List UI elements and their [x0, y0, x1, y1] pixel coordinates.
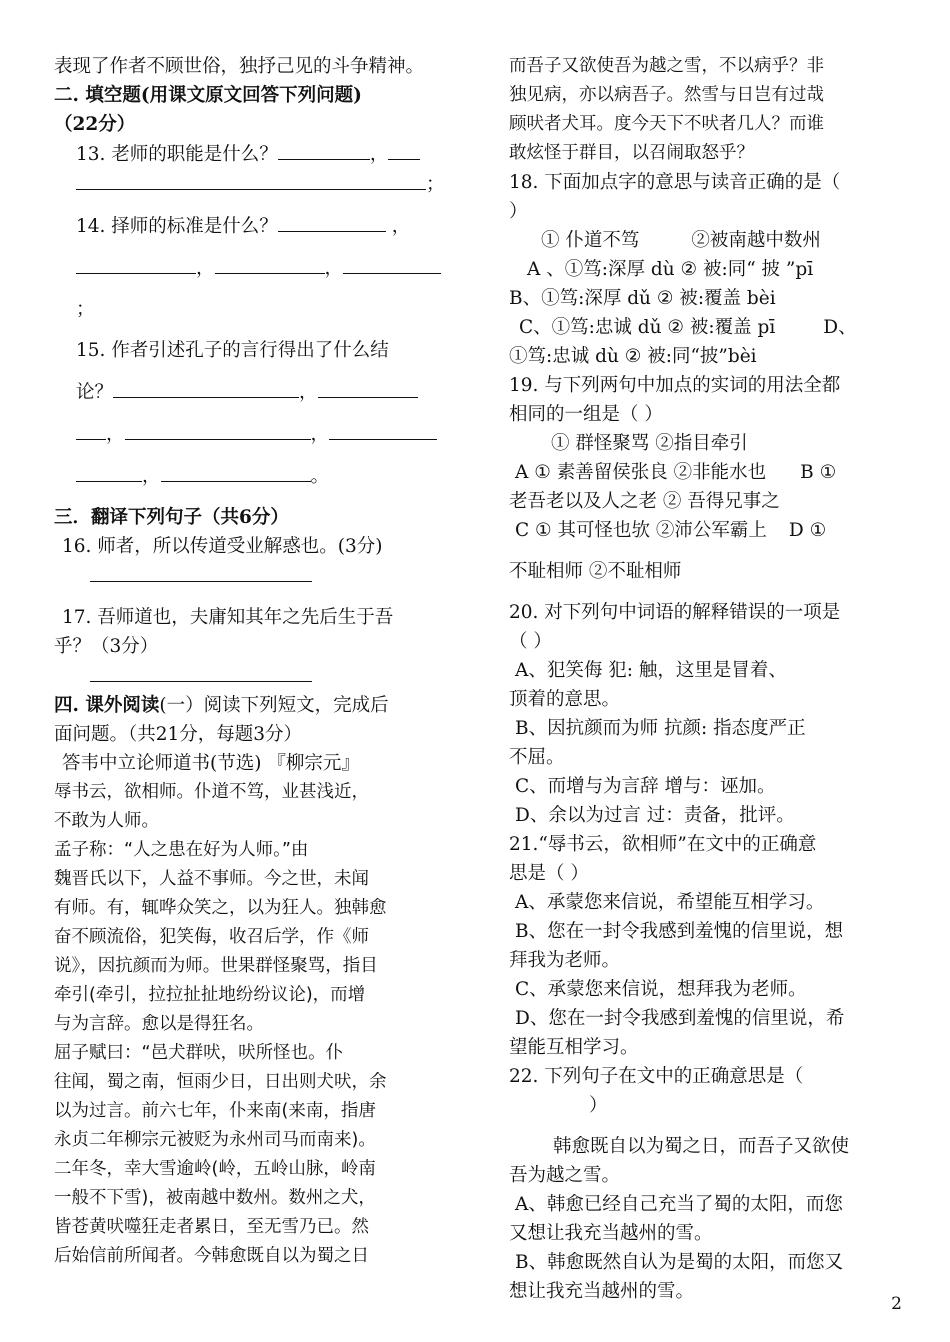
passage-line: 独见病，亦以病吾子。然雪与日岂有过哉 — [509, 85, 824, 105]
passage — [54, 778, 446, 1271]
answer-line-17[interactable] — [54, 661, 446, 691]
section-4-title-b: 面问题。（共21分，每题3分） — [54, 724, 303, 745]
passage-line: 屈子赋曰：“邑犬群吠，吠所怪也。仆 — [54, 1043, 344, 1063]
question-22-close: ） — [589, 1095, 608, 1116]
option-20-b-cont: 不屈。 — [509, 747, 565, 768]
question-15-b: 论？ ， — [54, 377, 446, 407]
option-20-d[interactable]: D、余以为过言 过：责备，批评。 — [515, 805, 795, 826]
answer-line-15b[interactable]: ， 。 — [54, 461, 446, 491]
option-18-c[interactable]: C、①笃:忠诚 dǔ ② 被:覆盖 pī D、 — [519, 317, 857, 338]
option-18-b[interactable]: B、①笃:深厚 dǔ ② 被:覆盖 bèi — [509, 288, 776, 309]
option-19-d[interactable]: 不耻相师 ②不耻相师 — [509, 561, 682, 582]
option-21-d-cont: 望能互相学习。 — [509, 1037, 639, 1058]
option-21-b-cont: 拜我为老师。 — [509, 950, 621, 971]
question-17-b: 乎？（3分） — [54, 636, 159, 657]
answer-line-13[interactable]: ； — [54, 169, 446, 199]
question-15: 15. 作者引述孔子的言行得出了什么结 — [76, 340, 389, 361]
question-14: 14. 择师的标准是什么？ ， — [54, 211, 446, 241]
answer-line-14[interactable]: ， ， — [54, 253, 446, 283]
option-21-c[interactable]: C、承蒙您来信说，想拜我为老师。 — [515, 979, 807, 1000]
question-17: 17. 吾师道也，夫庸知其年之先后生于吾 — [62, 607, 394, 628]
option-21-d[interactable]: D、您在一封令我感到羞愧的信里说，希 — [515, 1008, 845, 1029]
section-2-title: 二. 填空题(用课文原文回答下列问题) — [54, 85, 362, 106]
option-22-b[interactable]: B、韩愈既然自认为是蜀的太阳，而您又 — [515, 1252, 844, 1273]
option-18-d-label: D、 — [823, 317, 857, 338]
passage-line: 孟子称：“人之患在好为人师。”由 — [54, 840, 309, 860]
question-19-items: ① 群怪聚骂 ②指目牵引 — [551, 433, 748, 454]
option-19-b[interactable]: 老吾老以及人之老 ② 吾得兄事之 — [509, 491, 780, 512]
option-20-b[interactable]: B、因抗颜而为师 抗颜: 指态度严正 — [515, 718, 806, 739]
passage-line: 奋不顾流俗，犯笑侮，收召后学，作《师 — [54, 927, 369, 947]
page-number: 2 — [891, 1294, 902, 1314]
question-19: 19. 与下列两句中加点的实词的用法全都 — [509, 375, 841, 396]
left-column — [54, 52, 446, 1271]
section-4-title: 四. 课外阅读(一）阅读下列短文，完成后 — [54, 695, 389, 716]
answer-line-15a[interactable]: ， ， — [54, 419, 446, 449]
passage-line: 往闻，蜀之南，恒雨少日，日出则犬吠，余 — [54, 1072, 387, 1092]
question-22: 22. 下列句子在文中的正确意思是（ — [509, 1066, 804, 1087]
passage-line: 与为言辞。愈以是得狂名。 — [54, 1014, 264, 1034]
question-19-b: 相同的一组是（ ） — [509, 404, 663, 425]
question-18-close: ） — [509, 201, 528, 222]
question-18-items: ① 仆道不笃 ②被南越中数州 — [541, 230, 821, 251]
passage-line: 以为过言。前六七年，仆来南(来南，指唐 — [54, 1101, 376, 1121]
passage-line: 说》，因抗颜而为师。世果群怪聚骂，指目 — [54, 956, 378, 976]
question-20-b: （ ） — [509, 631, 552, 652]
option-19-b-label: B ① — [800, 462, 837, 483]
passage-line: 有师。有，辄哗众笑之，以为狂人。独韩愈 — [54, 898, 387, 918]
passage-line: 辱书云，欲相师。仆道不笃，业甚浅近， — [54, 782, 369, 802]
section-2-score: （22分） — [54, 114, 136, 135]
question-16: 16. 师者，所以传道受业解惑也。(3分) — [62, 536, 383, 557]
passage-line: 一般不下雪)，被南越中数州。数州之犬， — [54, 1188, 376, 1208]
passage-line: 敢炫怪于群目，以召闹取怒乎？ — [509, 143, 754, 163]
answer-line-16[interactable] — [54, 561, 446, 591]
option-19-a[interactable]: A ① 素善留侯张良 ②非能水也 B ① — [515, 462, 837, 483]
question-20: 20. 对下列句中词语的解释错误的一项是 — [509, 602, 841, 623]
option-19-d-label: D ① — [788, 520, 827, 541]
option-22-a-cont: 又想让我充当越州的雪。 — [509, 1223, 713, 1244]
option-19-c[interactable]: C ① 其可怪也欤 ②沛公军霸上 D ① — [515, 520, 827, 541]
passage-continued — [509, 52, 901, 168]
option-18-a[interactable]: A 、①笃:深厚 dù ② 被:同“ 披 ”pī — [527, 259, 814, 280]
option-22-b-cont: 想让我充当越州的雪。 — [509, 1281, 695, 1302]
right-column — [509, 52, 901, 1306]
question-21: 21.“辱书云，欲相师”在文中的正确意 — [509, 834, 817, 855]
question-18: 18. 下面加点字的意思与读音正确的是（ — [509, 172, 841, 193]
section-3-title: 三．翻译下列句子（共6分） — [54, 507, 289, 528]
passage-line: 而吾子又欲使吾为越之雪，不以病乎？非 — [509, 56, 824, 76]
option-22-a[interactable]: A、韩愈已经自己充当了蜀的太阳，而您 — [515, 1194, 843, 1215]
question-13: 13. 老师的职能是什么？ ， — [54, 139, 446, 169]
passage-line: 永贞二年柳宗元被贬为永州司马而南来)。 — [54, 1130, 376, 1150]
passage-line: 后始信前所闻者。今韩愈既自以为蜀之日 — [54, 1246, 369, 1266]
option-21-a[interactable]: A、承蒙您来信说，希望能互相学习。 — [515, 892, 825, 913]
option-18-d[interactable]: ①笃:忠诚 dù ② 被:同“披”bèi — [509, 346, 757, 367]
passage-line: 不敢为人师。 — [54, 811, 159, 831]
answer-line-14-end: ； — [76, 299, 95, 320]
passage-line: 顾吠者犬耳。度今天下不吠者几人？而谁 — [509, 114, 824, 134]
question-22-sentence-cont: 吾为越之雪。 — [509, 1165, 621, 1186]
passage-line: 魏晋氏以下，人益不事师。今之世，未闻 — [54, 869, 369, 889]
question-21-b: 思是（ ） — [509, 863, 589, 884]
option-20-a[interactable]: A、犯笑侮 犯: 触，这里是冒着、 — [515, 660, 787, 681]
intro-tail: 表现了作者不顾世俗，独抒己见的斗争精神。 — [54, 56, 425, 77]
option-20-a-cont: 顶着的意思。 — [509, 689, 621, 710]
passage-line: 皆苍黄吠噬狂走者累日，至无雪乃已。然 — [54, 1217, 369, 1237]
option-20-c[interactable]: C、而增与为言辞 增与：诬加。 — [515, 776, 776, 797]
question-22-sentence: 韩愈既自以为蜀之日，而吾子又欲使 — [553, 1136, 850, 1157]
passage-title: 答韦中立论师道书(节选) 『柳宗元』 — [62, 753, 360, 774]
passage-line: 二年冬，幸大雪逾岭(岭，五岭山脉，岭南 — [54, 1159, 376, 1179]
option-21-b[interactable]: B、您在一封令我感到羞愧的信里说，想 — [515, 921, 844, 942]
passage-line: 牵引(牵引，拉拉扯扯地纷纷议论)，而增 — [54, 985, 366, 1005]
